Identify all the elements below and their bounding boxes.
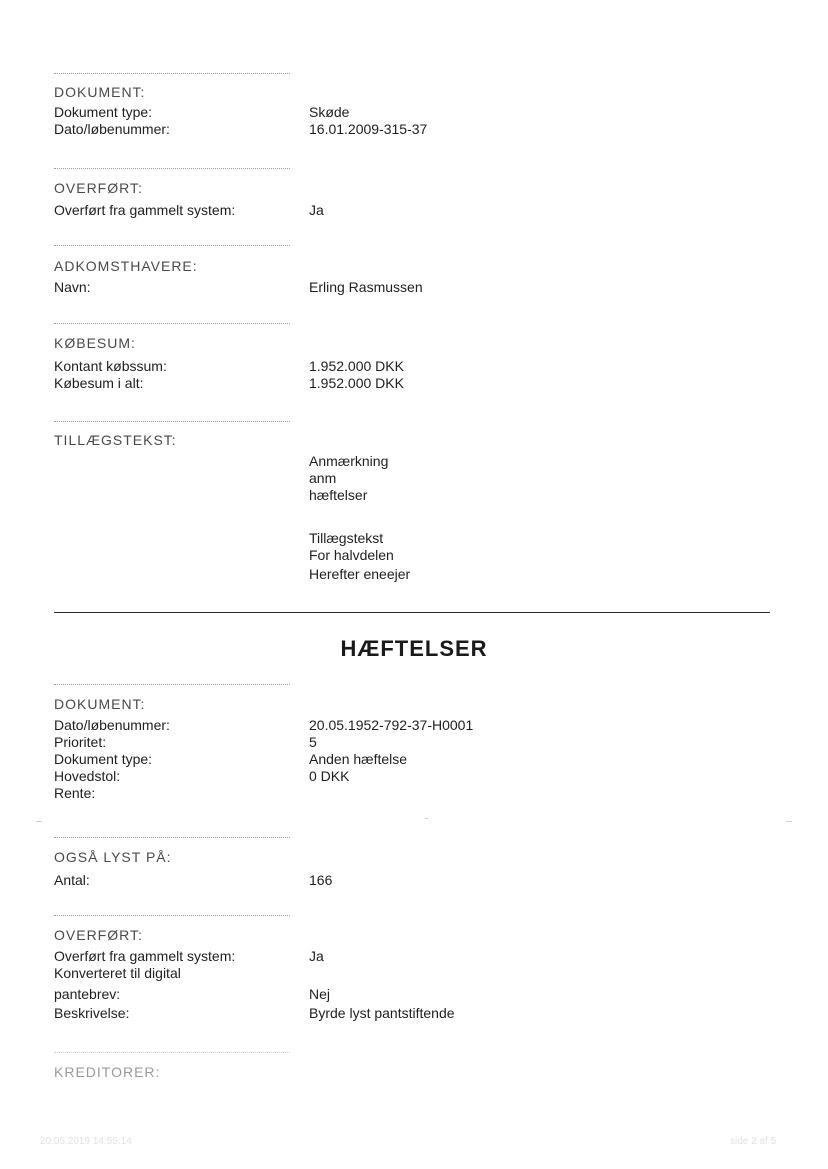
- field-label: Prioritet:: [54, 734, 107, 750]
- field-label: Dokument type:: [54, 751, 153, 767]
- section-heading-kreditorer: KREDITORER:: [54, 1064, 161, 1080]
- field-value: 1.952.000 DKK: [309, 358, 404, 374]
- field-label: Hovedstol:: [54, 768, 121, 784]
- section-divider: [54, 684, 290, 685]
- field-value: Ja: [309, 948, 324, 964]
- field-value: 16.01.2009-315-37: [309, 121, 428, 137]
- section-divider: [54, 1052, 290, 1053]
- field-label: Kontant købssum:: [54, 358, 167, 374]
- tillaegstekst-line: Tillægstekst: [309, 530, 384, 546]
- field-label: Rente:: [54, 785, 96, 801]
- tillaegstekst-line: Anmærkning: [309, 453, 389, 469]
- field-label: Antal:: [54, 872, 90, 888]
- tillaegstekst-line: For halvdelen: [309, 547, 394, 563]
- field-label: Købesum i alt:: [54, 375, 144, 391]
- scan-mark: [786, 821, 792, 822]
- field-value: Ja: [309, 202, 324, 218]
- section-heading-overfoert: OVERFØRT:: [54, 927, 143, 943]
- field-label: Navn:: [54, 279, 91, 295]
- field-value: Erling Rasmussen: [309, 279, 423, 295]
- field-value: 1.952.000 DKK: [309, 375, 404, 391]
- field-value: Byrde lyst pantstiftende: [309, 1005, 455, 1021]
- section-heading-dokument: DOKUMENT:: [54, 696, 146, 712]
- section-rule: [54, 612, 770, 613]
- page-section-title: HÆFTELSER: [340, 636, 488, 661]
- field-label: Overført fra gammelt system:: [54, 948, 236, 964]
- field-label: Dato/løbenummer:: [54, 717, 170, 733]
- section-heading-ogsaa-lyst-paa: OGSÅ LYST PÅ:: [54, 849, 172, 865]
- tillaegstekst-line: hæftelser: [309, 487, 368, 503]
- field-label: Dato/løbenummer:: [54, 121, 170, 137]
- tillaegstekst-line: Herefter eneejer: [309, 566, 411, 582]
- scan-mark: [36, 821, 42, 822]
- footer-timestamp: 20.05.2019 14:55:14: [40, 1136, 132, 1147]
- section-divider: [54, 915, 290, 916]
- field-label: Dokument type:: [54, 104, 153, 120]
- scan-mark: [425, 818, 428, 819]
- footer-page-number: side 2 af 5: [730, 1136, 777, 1147]
- field-label: Konverteret til digital: [54, 965, 181, 981]
- section-heading-overfoert: OVERFØRT:: [54, 180, 143, 196]
- section-heading-tillaegstekst: TILLÆGSTEKST:: [54, 432, 177, 448]
- section-divider: [54, 168, 290, 169]
- field-value: 20.05.1952-792-37-H0001: [309, 717, 474, 733]
- tillaegstekst-line: anm: [309, 470, 337, 486]
- section-heading-dokument: DOKUMENT:: [54, 84, 146, 100]
- field-value: Nej: [309, 986, 331, 1002]
- field-label: pantebrev:: [54, 986, 121, 1002]
- section-divider: [54, 323, 290, 324]
- field-value: Skøde: [309, 104, 350, 120]
- section-heading-adkomsthavere: ADKOMSTHAVERE:: [54, 258, 198, 274]
- section-divider: [54, 73, 290, 74]
- section-divider: [54, 837, 290, 838]
- section-heading-koebesum: KØBESUM:: [54, 335, 136, 351]
- field-value: 0 DKK: [309, 768, 350, 784]
- field-value: Anden hæftelse: [309, 751, 408, 767]
- section-divider: [54, 421, 290, 422]
- section-divider: [54, 245, 290, 246]
- field-label: Beskrivelse:: [54, 1005, 130, 1021]
- field-value: 5: [309, 734, 317, 750]
- field-label: Overført fra gammelt system:: [54, 202, 236, 218]
- field-value: 166: [309, 872, 333, 888]
